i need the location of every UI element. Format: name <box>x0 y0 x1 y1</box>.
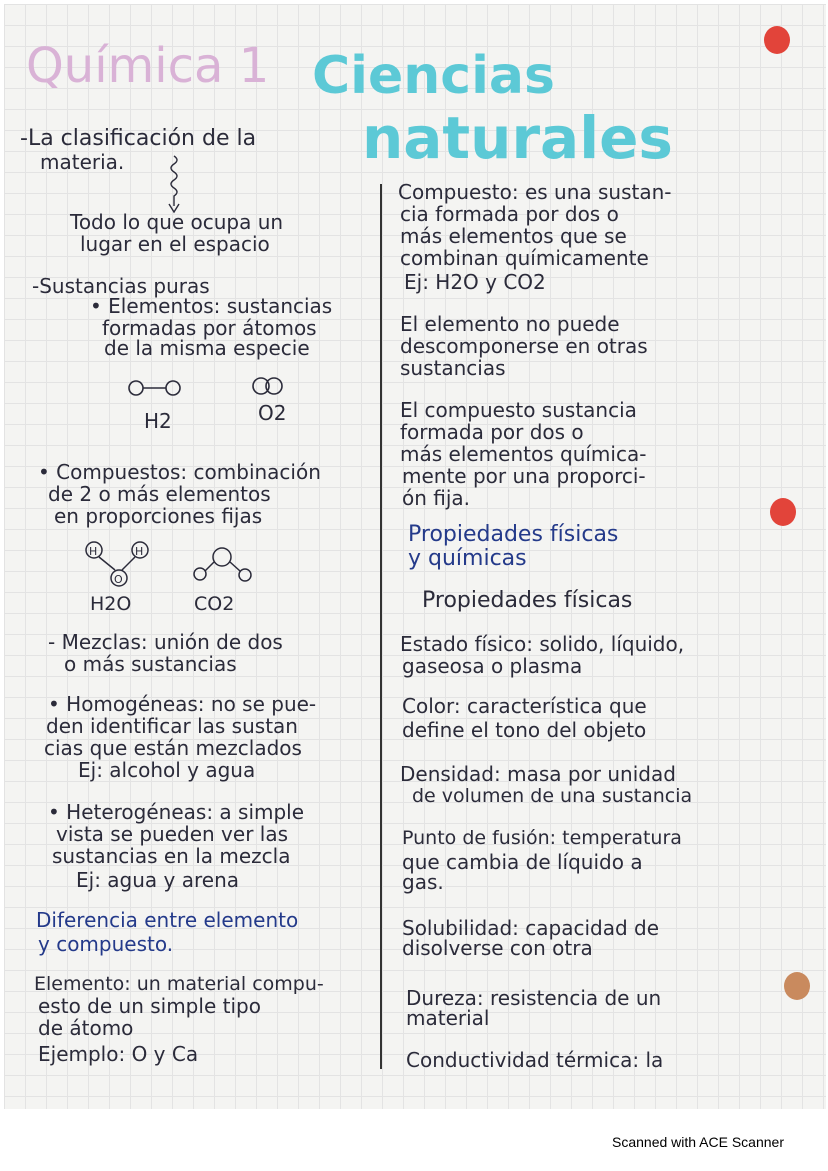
mezclas-line-2: o más sustancias <box>64 652 237 676</box>
fusion-line-3: gas. <box>402 870 444 894</box>
h2o-atom-h-left: H <box>89 545 98 558</box>
fusion-line-2: que cambia de líquido a <box>402 850 643 874</box>
homogeneas-line-2: den identificar las sustan <box>46 714 298 738</box>
homogeneas-line-1: • Homogéneas: no se pue- <box>48 692 317 716</box>
solubilidad-line-1: Solubilidad: capacidad de <box>402 916 660 940</box>
compuesto-def-line-3: más elementos que se <box>400 224 627 248</box>
heterogeneas-line-4: Ej: agua y arena <box>76 868 239 892</box>
o2-molecule-drawing <box>248 372 308 432</box>
compuesto-def-line-1: Compuesto: es una sustan- <box>398 180 672 204</box>
intro-line-1: -La clasificación de la <box>20 126 257 151</box>
fisicas-heading: Propiedades físicas <box>422 588 633 613</box>
column-divider <box>380 184 382 1069</box>
heterogeneas-line-3: sustancias en la mezcla <box>52 844 291 868</box>
co2-molecule-drawing <box>188 544 268 618</box>
compuesto-def-line-2: cia formada por dos o <box>400 202 619 226</box>
h2o-atom-h-right: H <box>135 545 144 558</box>
title-naturales: naturales <box>362 104 673 172</box>
estado-line-2: gaseosa o plasma <box>402 654 583 678</box>
notebook-page <box>4 4 826 1109</box>
propiedades-heading-line-2: y químicas <box>408 546 527 571</box>
sustancias-line-1: -Sustancias puras <box>32 274 210 298</box>
squiggle-arrow-icon <box>164 154 188 214</box>
h2-molecule-drawing <box>122 376 202 436</box>
propiedades-heading-line-1: Propiedades físicas <box>408 522 619 547</box>
compuesto-def-line-5: Ej: H2O y CO2 <box>404 270 546 294</box>
compuesto-def-line-4: combinan químicamente <box>400 246 649 270</box>
mezclas-line-1: - Mezclas: unión de dos <box>48 630 283 654</box>
h2-label: H2 <box>144 409 172 433</box>
dureza-line-1: Dureza: resistencia de un <box>406 986 662 1010</box>
binder-hole-bottom <box>784 972 810 1000</box>
binder-hole-middle <box>770 498 796 526</box>
densidad-line-1: Densidad: masa por unidad <box>400 762 676 786</box>
compuesto-note-line-1: El compuesto sustancia <box>400 398 637 422</box>
diferencia-line-2: y compuesto. <box>38 932 174 956</box>
scanner-watermark: Scanned with ACE Scanner <box>612 1134 784 1150</box>
elemento-line-1: Elemento: un material compu- <box>34 973 324 995</box>
compuesto-note-line-5: ón fija. <box>402 486 471 510</box>
densidad-line-2: de volumen de una sustancia <box>412 785 693 807</box>
definition-line-2: lugar en el espacio <box>80 232 270 256</box>
definition-line-1: Todo lo que ocupa un <box>70 210 284 234</box>
estado-line-1: Estado físico: solido, líquido, <box>400 632 685 656</box>
heterogeneas-line-2: vista se pueden ver las <box>56 822 289 846</box>
elemento-line-2: esto de un simple tipo <box>38 994 261 1018</box>
solubilidad-line-2: disolverse con otra <box>402 936 593 960</box>
co2-label: CO2 <box>194 593 235 615</box>
sustancias-line-3: formadas por átomos <box>102 316 317 340</box>
diferencia-line-1: Diferencia entre elemento <box>36 908 299 932</box>
sustancias-line-4: de la misma especie <box>104 336 310 360</box>
compuestos-line-3: en proporciones fijas <box>54 504 263 528</box>
compuesto-note-line-4: mente por una proporci- <box>402 464 646 488</box>
compuestos-line-2: de 2 o más elementos <box>48 482 271 506</box>
heterogeneas-line-1: • Heterogéneas: a simple <box>48 800 305 824</box>
o2-label: O2 <box>258 401 287 425</box>
color-line-1: Color: característica que <box>402 694 647 718</box>
elemento-line-3: de átomo <box>38 1016 134 1040</box>
elemento-note-line-1: El elemento no puede <box>400 312 620 336</box>
title-ciencias: Ciencias <box>312 46 555 106</box>
compuestos-line-1: • Compuestos: combinación <box>38 460 321 484</box>
dureza-line-2: material <box>406 1006 490 1030</box>
title-quimica: Química 1 <box>26 38 270 94</box>
compuesto-note-line-2: formada por dos o <box>400 420 584 444</box>
intro-line-2: materia. <box>40 150 125 174</box>
color-line-2: define el tono del objeto <box>402 718 647 742</box>
h2o-label: H2O <box>90 593 132 615</box>
compuesto-note-line-3: más elementos química- <box>400 442 647 466</box>
h2o-molecule-drawing <box>82 538 162 618</box>
sustancias-line-2: • Elementos: sustancias <box>90 294 333 318</box>
homogeneas-line-3: cias que están mezclados <box>44 736 302 760</box>
homogeneas-line-4: Ej: alcohol y agua <box>78 758 256 782</box>
elemento-line-4: Ejemplo: O y Ca <box>38 1042 199 1066</box>
elemento-note-line-2: descomponerse en otras <box>400 334 648 358</box>
conductividad-line: Conductividad térmica: la <box>406 1048 664 1072</box>
elemento-note-line-3: sustancias <box>400 356 506 380</box>
fusion-line-1: Punto de fusión: temperatura <box>402 827 682 849</box>
binder-hole-top <box>764 26 790 54</box>
h2o-atom-o: O <box>114 573 123 586</box>
